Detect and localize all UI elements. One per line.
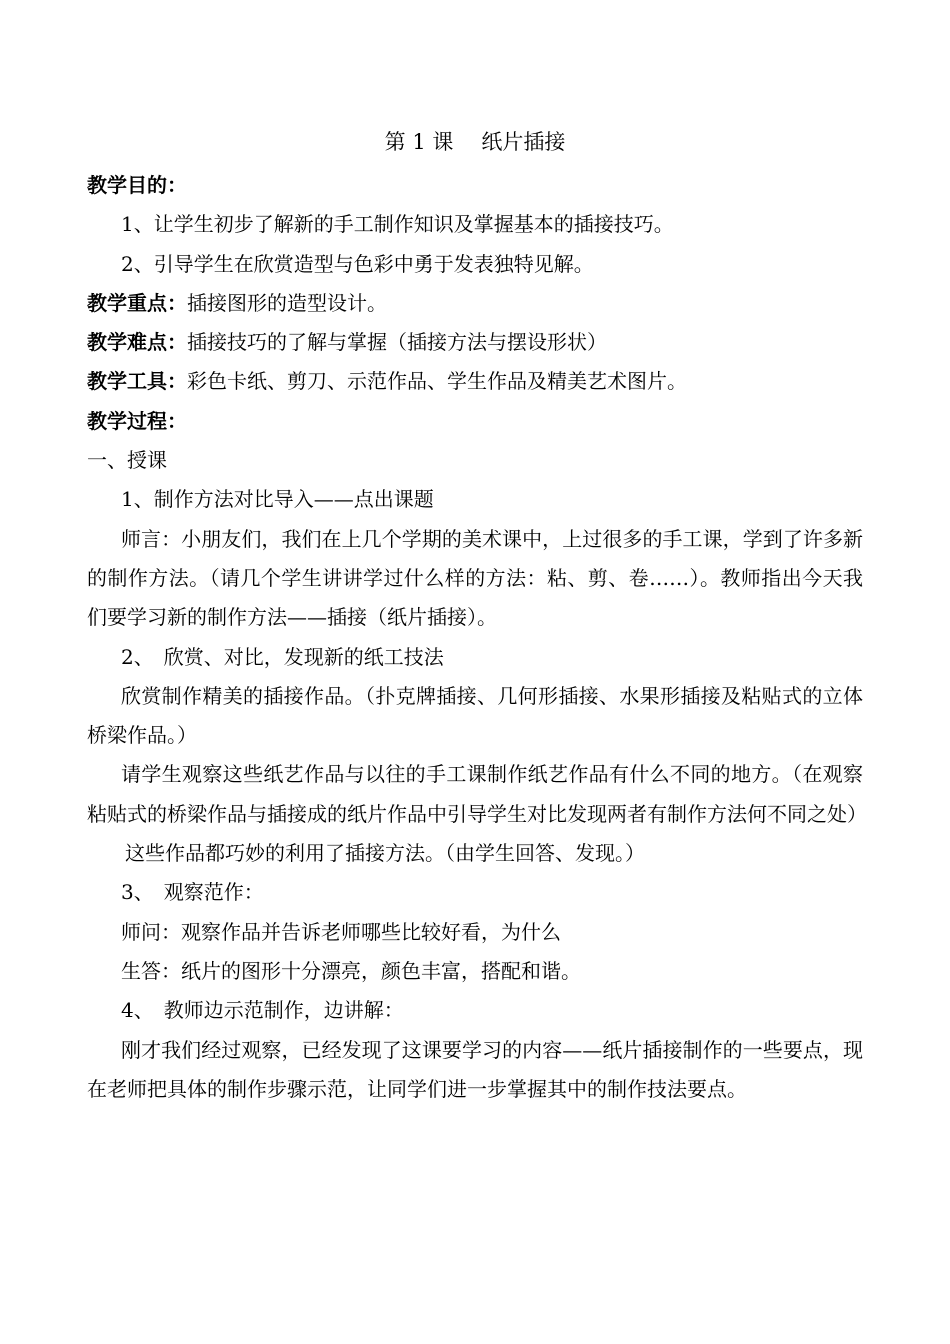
difficulty-label: 教学难点： (87, 330, 187, 355)
teacher-question: 师问：观察作品并告诉老师哪些比较好看，为什么 (121, 919, 561, 944)
lesson-number: 第 1 课 (384, 130, 454, 154)
paragraph-observe-tail: 这些作品都巧妙的利用了插接方法。（由学生回答、发现。） (125, 841, 645, 866)
difficulty-text: 插接技巧的了解与掌握（插接方法与摆设形状） (187, 330, 607, 355)
key-point-text: 插接图形的造型设计。 (187, 290, 387, 315)
step-2: 2、 欣赏、对比，发现新的纸工技法 (121, 644, 444, 669)
key-point-label: 教学重点： (87, 290, 187, 315)
tools-text: 彩色卡纸、剪刀、示范作品、学生作品及精美艺术图片。 (187, 369, 687, 394)
paragraph-demo: 刚才我们经过观察，已经发现了这课要学习的内容——纸片插接制作的一些要点，现在老师把具体的制作步骤示范，让同学们进一步掌握其中的制作技法要点。 (87, 1037, 863, 1101)
objective-item: 2、引导学生在欣赏造型与色彩中勇于发表独特见解。 (121, 251, 594, 276)
section-heading: 一、授课 (87, 448, 167, 473)
paragraph-observe-main: 请学生观察这些纸艺作品与以往的手工课制作纸艺作品有什么不同的地方。（在观察粘贴式的桥梁作品与插接成的纸片作品中引导学生对比发现两者有制作方法何不同之处） (87, 762, 867, 826)
tools-label: 教学工具： (87, 369, 187, 394)
difficulty-row (87, 323, 863, 362)
objectives-heading: 教学目的： (87, 173, 187, 197)
paragraph-teacher-intro: 师言：小朋友们，我们在上几个学期的美术课中，上过很多的手工课，学到了许多新的制作方法。（请几个学生讲讲学过什么样的方法：粘、剪、卷……）。教师指出今天我们要学习新的制作方法——插接（纸片插接）。 (87, 526, 863, 630)
document-page (87, 118, 867, 1109)
tools-row (87, 362, 863, 401)
lesson-title (87, 118, 863, 166)
step-3: 3、 观察范作： (121, 880, 264, 905)
step-1: 1、制作方法对比导入——点出课题 (121, 487, 434, 512)
objective-item: 1、让学生初步了解新的手工制作知识及掌握基本的插接技巧。 (121, 212, 674, 237)
key-point-row (87, 284, 863, 323)
paragraph-appreciate: 欣赏制作精美的插接作品。（扑克牌插接、几何形插接、水果形插接及粘贴式的立体桥梁作品。） (87, 683, 863, 748)
lesson-name: 纸片插接 (481, 130, 566, 154)
paragraph-observe (87, 755, 867, 873)
student-answer: 生答：纸片的图形十分漂亮，颜色丰富，搭配和谐。 (121, 958, 581, 983)
process-heading: 教学过程： (87, 408, 187, 433)
step-4: 4、 教师边示范制作，边讲解： (121, 998, 404, 1023)
